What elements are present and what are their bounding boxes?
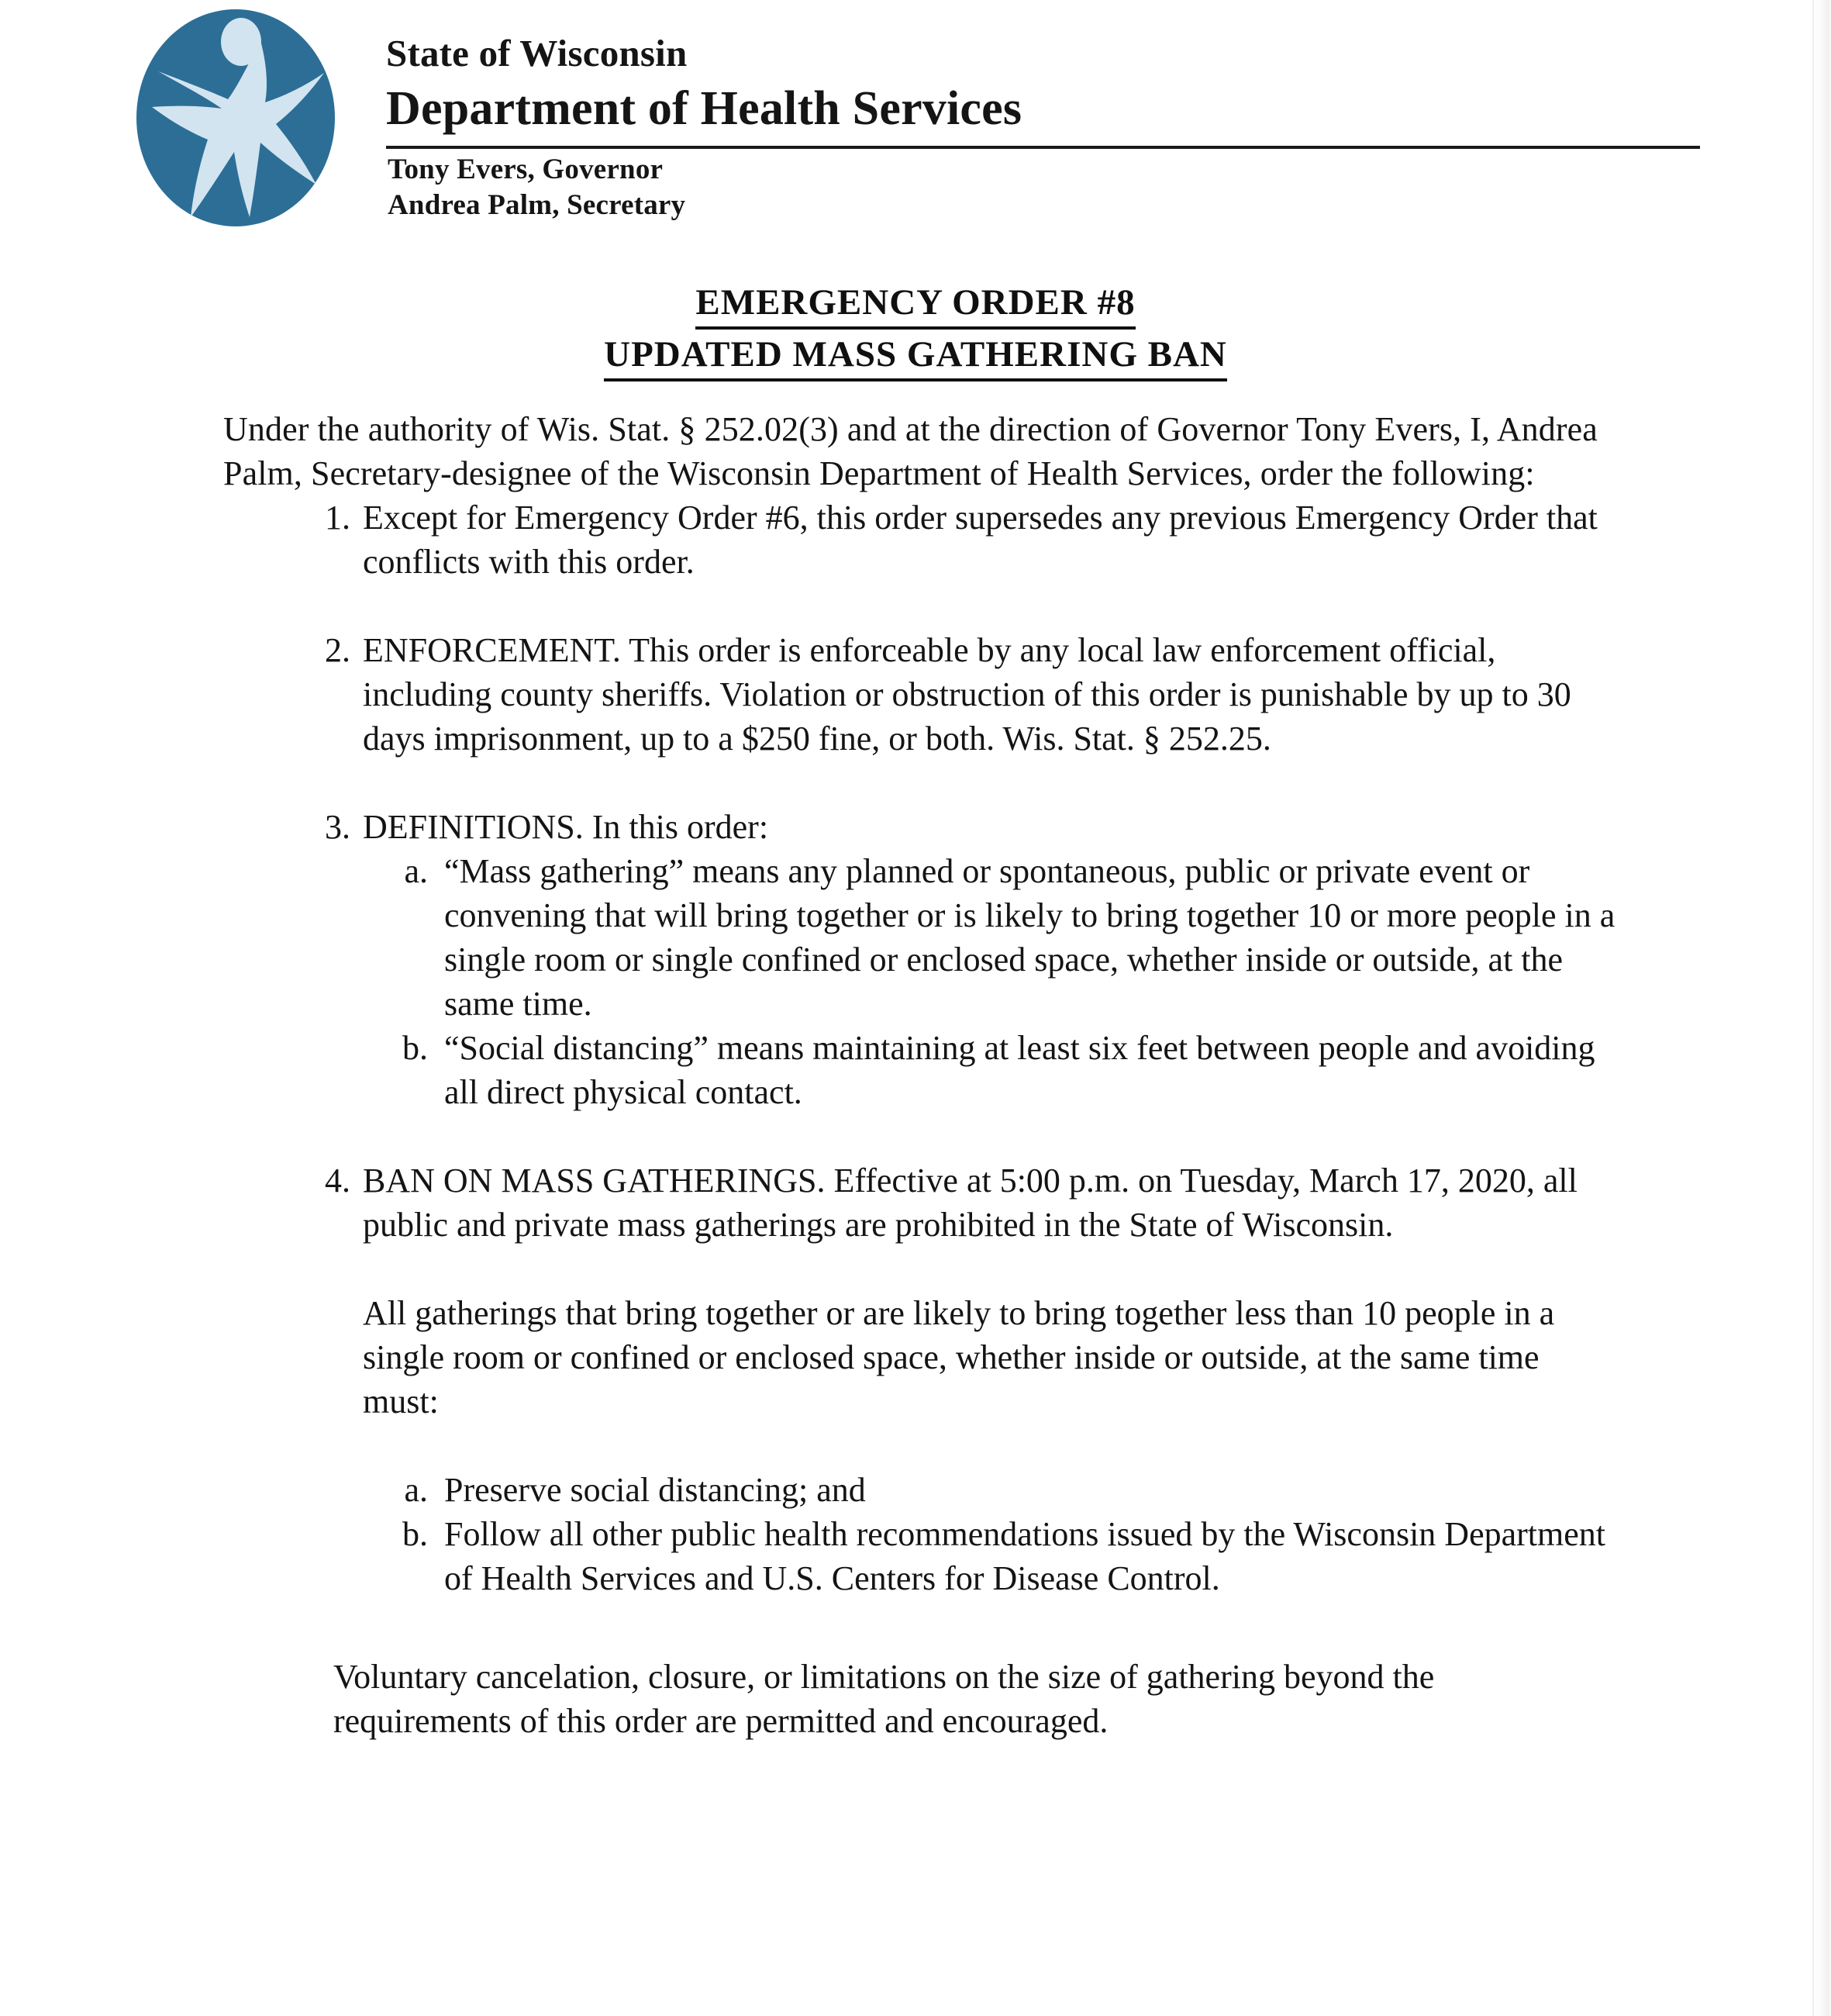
sublist-marker-4b: b. (402, 1515, 428, 1553)
sublist-marker-4a: a. (404, 1471, 428, 1509)
sublist-text-4a: Preserve social distancing; and (444, 1471, 866, 1509)
list-item-3 (223, 805, 1619, 1114)
title-line-order-number: EMERGENCY ORDER #8 (695, 279, 1135, 330)
intro-paragraph: Under the authority of Wis. Stat. § 252.02(3) and at the direction of Governor Tony Evers, I, Andrea Palm, Secretary-designee of the Wisconsin Department of Health Services, order the following: (223, 410, 1598, 492)
sublist-item-3a (363, 849, 1619, 1026)
list-text-1: Except for Emergency Order #6, this order supersedes any previous Emergency Order that conflicts with this order. (363, 499, 1598, 581)
list-marker-1: 1. (325, 499, 350, 537)
official-governor: Tony Evers, Governor (388, 154, 664, 185)
sublist-item-3b (363, 1026, 1619, 1114)
ordered-sublist-definitions (363, 849, 1619, 1114)
ordered-list-main (223, 495, 1619, 1247)
sublist-text-4b: Follow all other public health recommendations issued by the Wisconsin Department of Health Services and U.S. Centers for Disease Control. (444, 1515, 1605, 1597)
sublist-item-4b (363, 1512, 1619, 1600)
wisconsin-dhs-logo-icon (124, 6, 347, 230)
ordered-sublist-requirements (363, 1468, 1619, 1600)
page-title (0, 279, 1831, 381)
list-item-4 (223, 1158, 1619, 1247)
list-marker-4: 4. (325, 1162, 350, 1200)
list-item-1 (223, 495, 1619, 584)
sublist-marker-3b: b. (402, 1029, 428, 1067)
list-marker-2: 2. (325, 631, 350, 669)
letterhead (0, 0, 1831, 233)
closing-paragraph: Voluntary cancelation, closure, or limitations on the size of gathering beyond the requirements of this order are permitted and encouraged. (333, 1658, 1435, 1740)
agency-name-block (386, 29, 1642, 138)
item-4-followup-paragraph: All gatherings that bring together or are likely to bring together less than 10 people in a single room or confined or enclosed space, whether inside or outside, at the same time must: (363, 1294, 1555, 1421)
sublist-text-3a: “Mass gathering” means any planned or spontaneous, public or private event or convening that will bring together or is likely to bring together 10 or more people in a single room or single confined or enclosed space, whether inside or outside, at the same time. (444, 852, 1615, 1023)
list-text-3: DEFINITIONS. In this order: (363, 808, 769, 846)
title-line-subject: UPDATED MASS GATHERING BAN (604, 331, 1227, 381)
official-secretary: Andrea Palm, Secretary (388, 189, 686, 221)
sublist-text-3b: “Social distancing” means maintaining at least six feet between people and avoiding all direct physical contact. (444, 1029, 1595, 1111)
officials-block (388, 152, 685, 223)
document-body (223, 407, 1619, 1743)
agency-line-state: State of Wisconsin (386, 32, 688, 74)
list-marker-3: 3. (325, 808, 350, 846)
list-item-2 (223, 628, 1619, 761)
closing-paragraph-wrap (223, 1655, 1619, 1743)
list-text-2: ENFORCEMENT. This order is enforceable by any local law enforcement official, including county sheriffs. Violation or obstruction of this order is punishable by up to 30 days imprisonment, up to a $250 fine, or both. Wis. Stat. § 252.25. (363, 631, 1571, 758)
list-text-4: BAN ON MASS GATHERINGS. Effective at 5:00 p.m. on Tuesday, March 17, 2020, all public and private mass gatherings are prohibited in the State of Wisconsin. (363, 1162, 1578, 1244)
ordered-sublist-requirements-wrap (223, 1468, 1619, 1600)
agency-line-department: Department of Health Services (386, 82, 1022, 135)
sublist-marker-3a: a. (404, 852, 428, 890)
letterhead-divider (386, 146, 1700, 149)
sublist-item-4a (363, 1468, 1619, 1512)
